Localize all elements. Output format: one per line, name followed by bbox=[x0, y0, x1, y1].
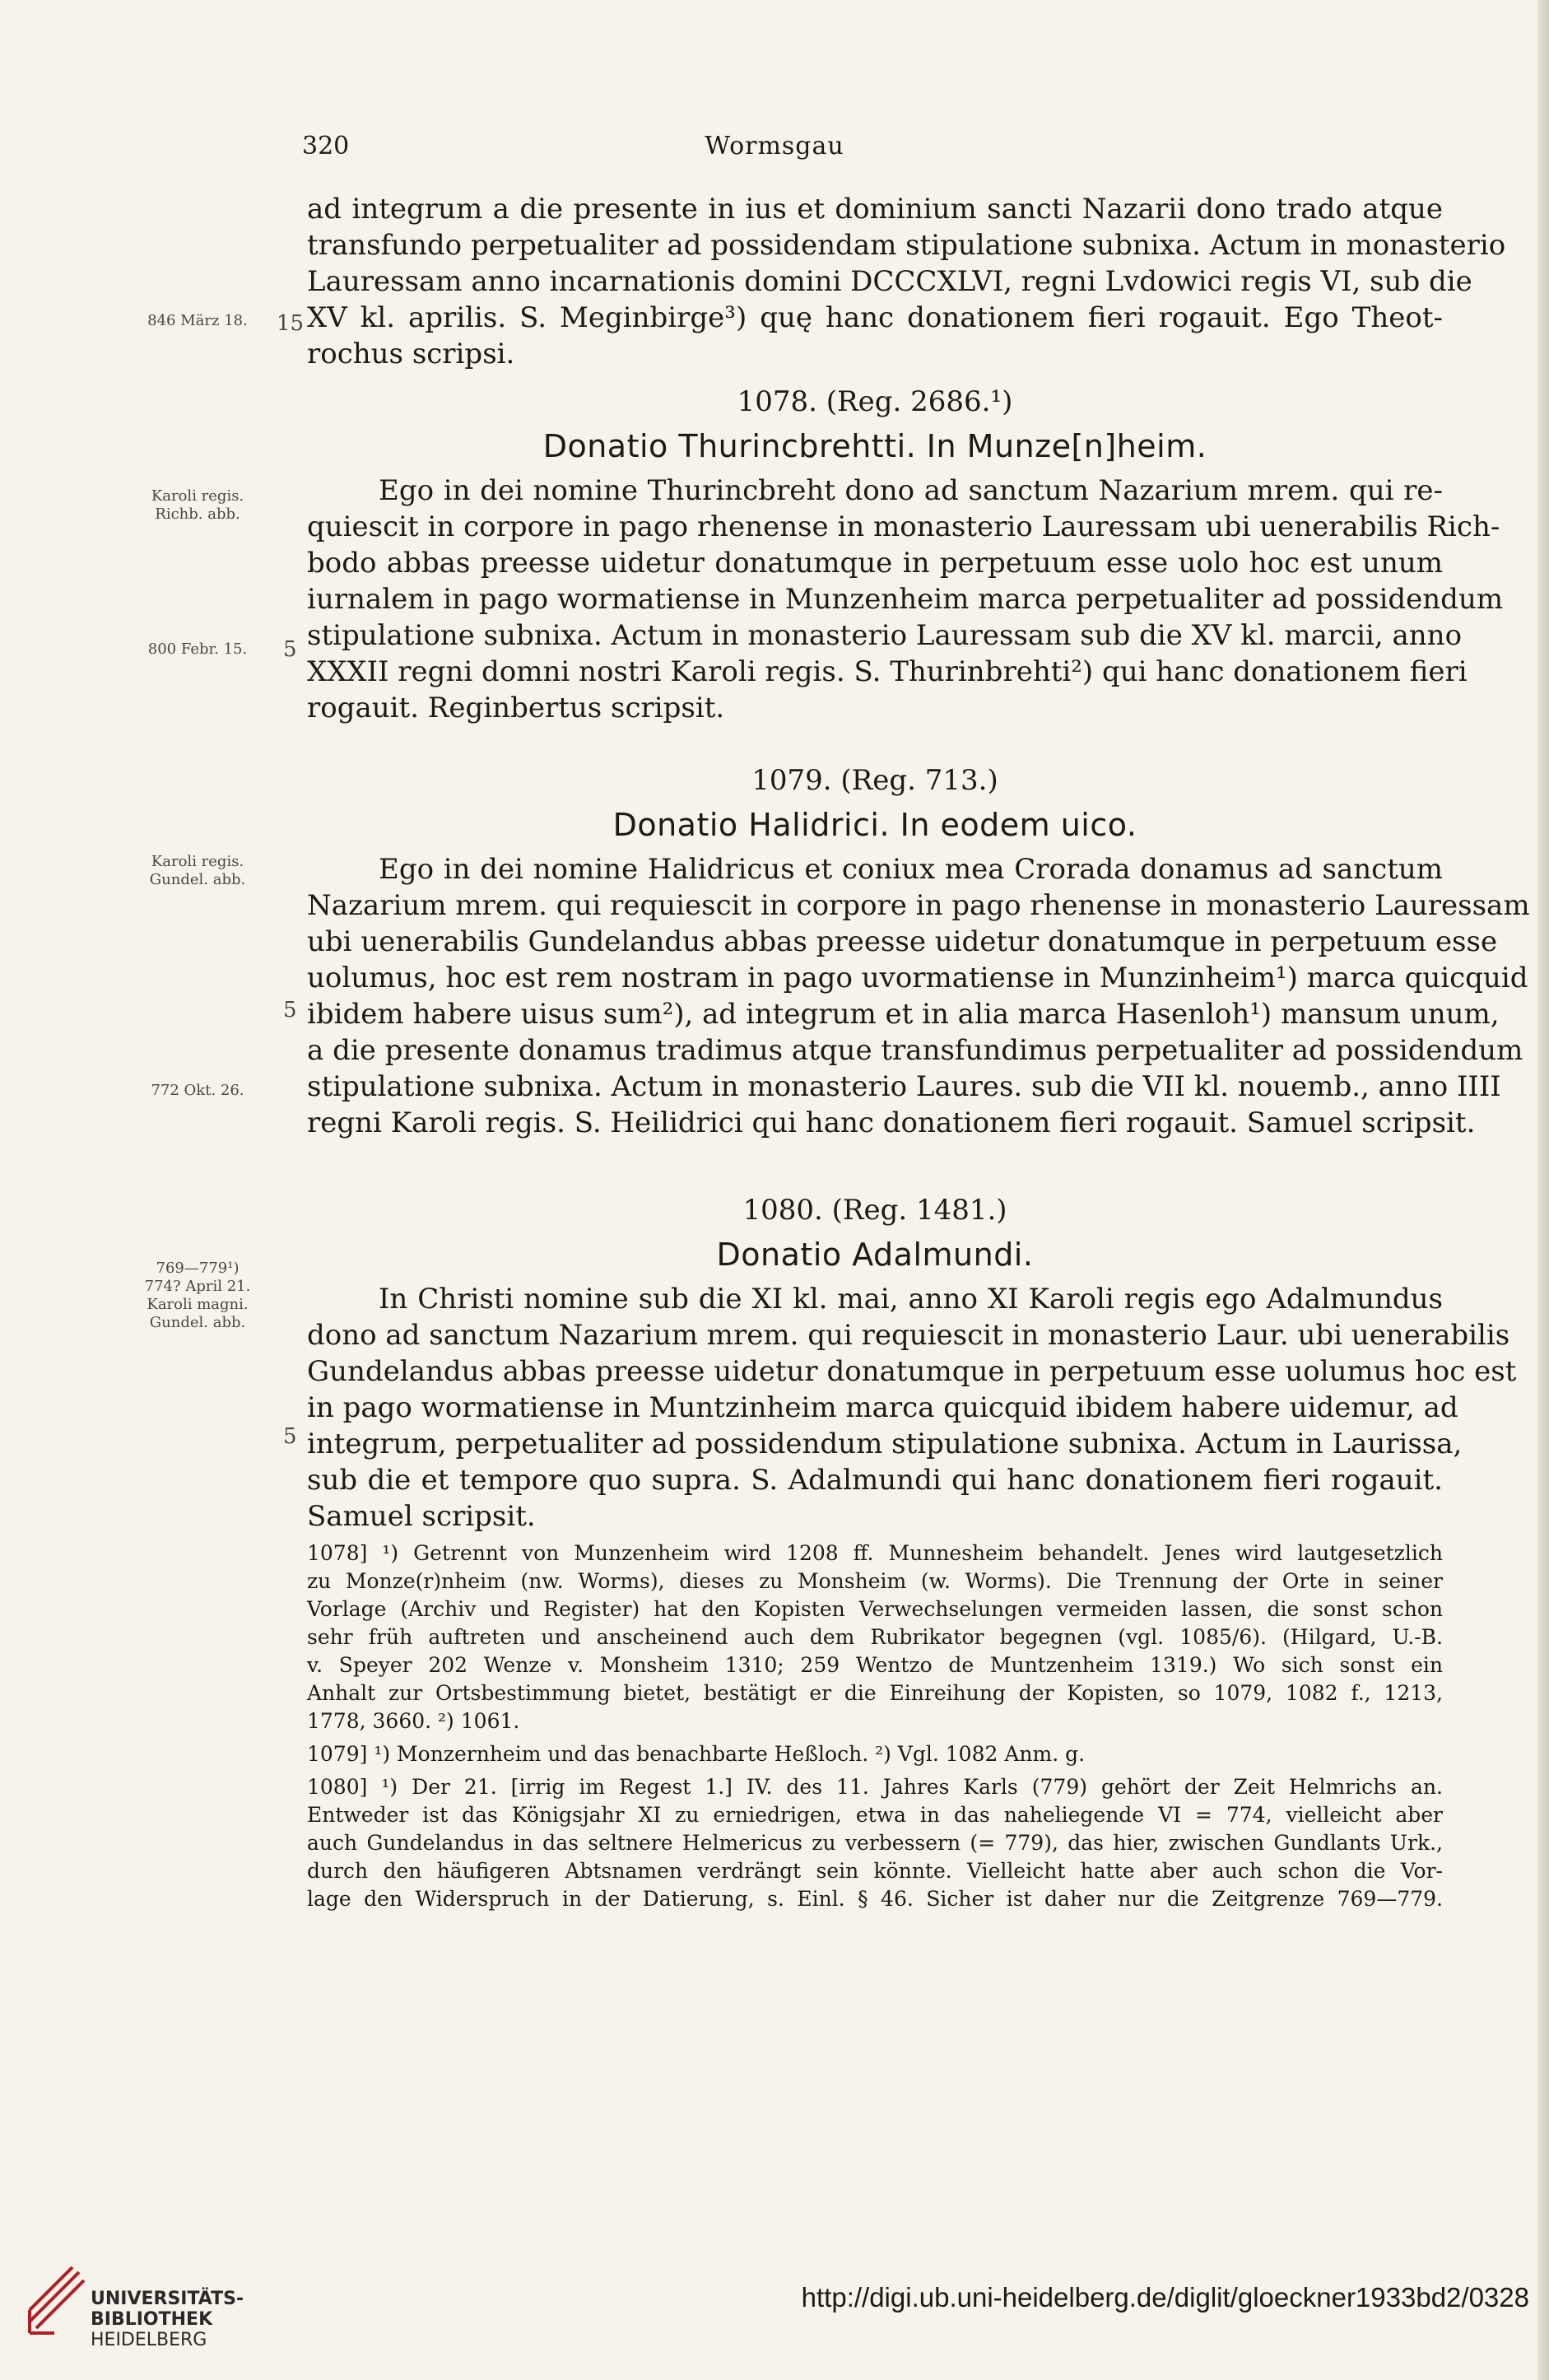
text-line: ad integrum a die presente in ius et dominium sancti Nazarii dono trado atque bbox=[307, 193, 1443, 226]
text-line: stipulatione subnixa. Actum in monasterio Lauressam sub die XV kl. marcii, anno bbox=[307, 619, 1463, 652]
footnote-line: Anhalt zur Ortsbestimmung bietet, bestätigt er die Einreihung der Kopisten, so 1079, 1082 f., 1213, bbox=[307, 1681, 1443, 1705]
text-line: Ego in dei nomine Halidricus et coniux mea Crorada donamus ad sanctum bbox=[379, 853, 1443, 886]
margin-line: Karoli regis. bbox=[151, 853, 244, 870]
page-number: 320 bbox=[302, 132, 350, 161]
text-line: XV kl. aprilis. S. Meginbirge³) quę hanc donationem fieri rogauit. Ego Theot- bbox=[307, 301, 1443, 334]
text-line: quiescit in corpore in pago rhenense in monasterio Lauressam ubi uenerabilis Rich- bbox=[307, 510, 1500, 543]
text-line: bodo abbas preesse uidetur donatumque in perpetuum esse uolo hoc est unum bbox=[307, 547, 1443, 580]
margin-date: 800 Febr. 15. bbox=[147, 640, 248, 658]
footnote-line: lage den Widerspruch in der Datierung, s. Einl. § 46. Sicher ist daher nur die Zeitgrenze 769—779. bbox=[307, 1887, 1443, 1911]
charter-1080 bbox=[307, 1192, 1517, 1535]
text-line: transfundo perpetualiter ad possidendam stipulatione subnixa. Actum in monasterio bbox=[307, 229, 1506, 262]
line-number: 5 bbox=[283, 1424, 297, 1449]
text-line: rochus scripsi. bbox=[307, 338, 515, 370]
footnote-line: durch den häufigeren Abtsnamen verdrängt sein könnte. Vielleicht hatte aber auch schon die Vor- bbox=[307, 1859, 1443, 1883]
footnote-line: auch Gundelandus in das seltnere Helmericus zu verbessern (= 779), das hier, zwischen Gundlants Urk., bbox=[307, 1831, 1443, 1855]
running-header bbox=[0, 132, 1549, 170]
charter-title: Donatio Adalmundi. bbox=[716, 1237, 1034, 1273]
margin-line: Gundel. abb. bbox=[149, 871, 246, 888]
footnote-line: v. Speyer 202 Wenze v. Monsheim 1310; 259 Wentzo de Muntzenheim 1319.) Wo sich sonst ein bbox=[307, 1653, 1443, 1677]
library-line: HEIDELBERG bbox=[91, 2330, 207, 2350]
footnote-line: 1079] ¹) Monzernheim und das benachbarte Heßloch. ²) Vgl. 1082 Anm. g. bbox=[307, 1742, 1086, 1766]
footnote-line: 1078] ¹) Getrennt von Munzenheim wird 1208 ff. Munnesheim behandelt. Jenes wird lautgesetzlich bbox=[307, 1541, 1443, 1565]
text-line: Nazarium mrem. qui requiescit in corpore in pago rhenense in monasterio Lauressam bbox=[307, 889, 1530, 922]
text-line: stipulatione subnixa. Actum in monasterio Laures. sub die VII kl. nouemb., anno IIII bbox=[307, 1070, 1501, 1103]
text-line: In Christi nomine sub die XI kl. mai, anno XI Karoli regis ego Adalmundus bbox=[379, 1283, 1443, 1316]
library-line: BIBLIOTHEK bbox=[91, 2309, 213, 2330]
margin-date: 846 März 18. bbox=[147, 312, 248, 329]
text-line: iurnalem in pago wormatiense in Munzenheim marca perpetualiter ad possidendum bbox=[307, 583, 1504, 616]
text-line: regni Karoli regis. S. Heilidrici qui hanc donationem fieri rogauit. Samuel scripsit. bbox=[307, 1106, 1476, 1139]
running-title: Wormsgau bbox=[705, 132, 844, 161]
charter-number: 1078. (Reg. 2686.¹) bbox=[737, 385, 1013, 418]
text-line: dono ad sanctum Nazarium mrem. qui requiescit in monasterio Laur. ubi uenerabilis bbox=[307, 1319, 1510, 1352]
margin-line: Karoli magni. bbox=[147, 1296, 249, 1313]
library-logo-icon bbox=[21, 2264, 87, 2335]
library-name bbox=[91, 2289, 244, 2350]
text-line: Lauressam anno incarnationis domini DCCCXLVI, regni Lvdowici regis VI, sub die bbox=[307, 265, 1472, 298]
margin-line: Gundel. abb. bbox=[149, 1314, 246, 1331]
margin-note bbox=[123, 487, 272, 524]
margin-date: 772 Okt. 26. bbox=[151, 1082, 244, 1099]
line-number: 15 bbox=[277, 311, 305, 336]
line-number: 5 bbox=[283, 998, 297, 1022]
charter-1079 bbox=[307, 762, 1530, 1141]
margin-note bbox=[123, 853, 272, 889]
text-line: Samuel scripsit. bbox=[307, 1500, 536, 1533]
charter-title: Donatio Thurincbrehtti. In Munze[n]heim. bbox=[542, 428, 1207, 464]
text-line: ubi uenerabilis Gundelandus abbas preesse uidetur donatumque in perpetuum esse bbox=[307, 925, 1498, 958]
text-block-continuation bbox=[307, 191, 1506, 372]
page-edge bbox=[1537, 0, 1549, 2380]
text-line: Gundelandus abbas preesse uidetur donatumque in perpetuum esse uolumus hoc est bbox=[307, 1355, 1517, 1388]
margin-line: 774? April 21. bbox=[144, 1278, 251, 1295]
footnote-line: Vorlage (Archiv und Register) hat den Kopisten Verwechselungen vermeiden lassen, die sonst schon bbox=[307, 1597, 1443, 1621]
footnote-line: zu Monze(r)nheim (nw. Worms), dieses zu Monsheim (w. Worms). Die Trennung der Orte in seiner bbox=[307, 1569, 1443, 1593]
text-line: a die presente donamus tradimus atque transfundimus perpetualiter ad possidendum bbox=[307, 1034, 1523, 1067]
margin-line: Karoli regis. bbox=[151, 487, 244, 505]
text-line: XXXII regni domni nostri Karoli regis. S. Thurinbrehti²) qui hanc donationem fieri bbox=[307, 655, 1468, 688]
margin-line: 769—779¹) bbox=[156, 1260, 240, 1277]
text-line: in pago wormatiense in Muntzinheim marca quicquid ibidem habere uidemur, ad bbox=[307, 1391, 1458, 1424]
line-number: 5 bbox=[283, 637, 297, 662]
footer bbox=[0, 2264, 1549, 2380]
text-line: Ego in dei nomine Thurincbreht dono ad sanctum Nazarium mrem. qui re- bbox=[379, 474, 1443, 507]
library-line: UNIVERSITÄTS- bbox=[91, 2289, 244, 2309]
text-line: rogauit. Reginbertus scripsit. bbox=[307, 692, 725, 724]
charter-number: 1079. (Reg. 713.) bbox=[751, 764, 998, 797]
text-line: sub die et tempore quo supra. S. Adalmundi qui hanc donationem fieri rogauit. bbox=[307, 1464, 1443, 1497]
footnote-line: sehr früh auftreten und anscheinend auch dem Rubrikator begegnen (vgl. 1085/6). (Hilgard, U.-B. bbox=[307, 1625, 1443, 1649]
source-url-link[interactable]: http://digi.ub.uni-heidelberg.de/diglit/gloeckner1933bd2/0328 bbox=[801, 2282, 1529, 2312]
margin-line: Richb. abb. bbox=[155, 505, 240, 523]
footnotes bbox=[307, 1539, 1443, 1913]
charter-number: 1080. (Reg. 1481.) bbox=[742, 1194, 1007, 1227]
footnote-line: 1080] ¹) Der 21. [irrig im Regest 1.] IV. des 11. Jahres Karls (779) gehört der Zeit Helmrichs an. bbox=[307, 1775, 1443, 1799]
text-line: ibidem habere uisus sum²), ad integrum et in alia marca Hasenloh¹) mansum unum, bbox=[307, 998, 1500, 1031]
charter-title: Donatio Halidrici. In eodem uico. bbox=[612, 807, 1137, 843]
margin-note bbox=[115, 1260, 280, 1332]
text-line: uolumus, hoc est rem nostram in pago uvormatiense in Munzinheim¹) marca quicquid bbox=[307, 962, 1528, 994]
text-line: integrum, perpetualiter ad possidendum stipulatione subnixa. Actum in Laurissa, bbox=[307, 1428, 1463, 1460]
footnote-line: 1778, 3660. ²) 1061. bbox=[307, 1709, 520, 1733]
footnote-line: Entweder ist das Königsjahr XI zu erniedrigen, etwa in das naheliegende VI = 774, vielleicht aber bbox=[307, 1803, 1443, 1827]
charter-1078 bbox=[307, 384, 1504, 726]
